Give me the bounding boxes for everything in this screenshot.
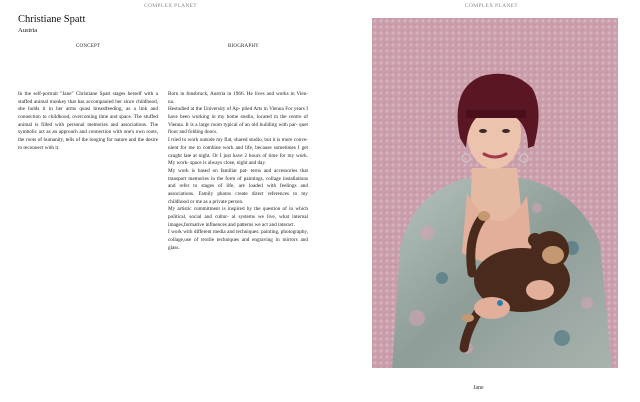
bio-paragraph: I tried to work outside my flat, shared studio, but it is more conve- nient for me to combine work and life, because sometimes I get caught late at night. Or I just have 2 hours of time for my work. My work- space is always close, night and day. [168,137,308,167]
running-head-right: COMPLEX PLANET [465,3,518,9]
artist-country: Austria [18,27,38,34]
running-head-left: COMPLEX PLANET [144,3,197,9]
portrait-photo [372,18,618,368]
hand-left [474,297,510,319]
concept-text: In the self-portrait "Jane" Christiane Spatt stages herself with a stuffed animal monkey that has accompanied her since childhood, she holds it in her arms quasi breastfeeding, as a link and connection to childhood, overcoming time and space. The stuffed animal is filled with personal memories and associations. The symbolic act as an approach and connection with one's own roots, the roots of humanity, tells of the longing for nature and the desire to reconnect with it. [18,91,158,151]
bio-paragraph: My artistic commitment is inspired by the question of in which political, social and cultur- al systems we live, what internal images,formative influences and patterns we act and interact. [168,206,308,228]
bio-paragraph: I work with different media and techniques: painting, photography, collage,use of textile techniques and engraving in mirrors and glass. [168,229,308,251]
concept-heading: CONCEPT [76,44,101,49]
bio-paragraph: Born in Innsbruck, Austria in 1966. He lives and works in Vien- na. [168,91,308,105]
bio-paragraph: My work is based on familiar pat- terns and accessories that transport memories in the form of paintings, collage installations and refer to stages of life, are loaded with feelings and associations. Family photos create direct references to my childhood or me as a private person. [168,167,308,205]
hand-right [526,280,554,300]
bio-paragraph: Hestudied at the University of Ap- plied Arts in Vienna For years I have been working in my home studio, located in the centre of Vienna. It is a large room typical of an old building with par- quet floor and folding doors. [168,106,308,136]
biography-heading: BIOGRAPHY [228,44,259,49]
biography-text [168,91,308,252]
portrait-illustration [372,18,618,368]
artist-name: Christiane Spatt [18,14,86,25]
photo-caption: Jane [473,385,484,391]
